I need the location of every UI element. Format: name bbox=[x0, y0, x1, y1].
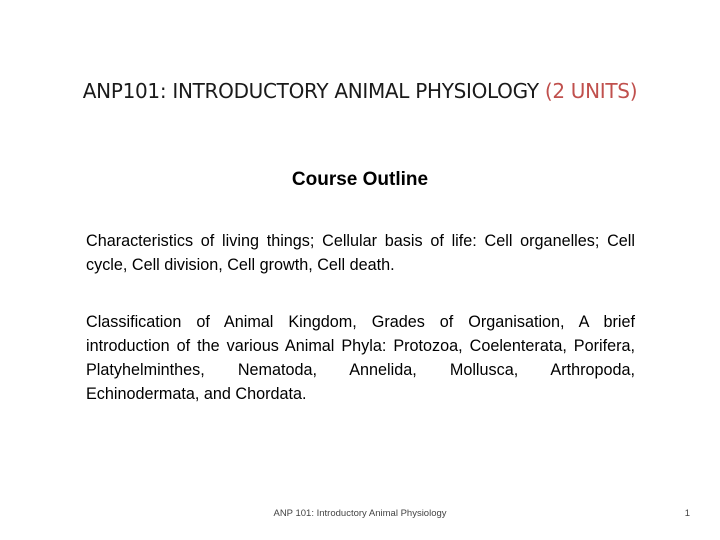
slide-title bbox=[60, 78, 660, 105]
slide-footer: ANP 101: Introductory Animal Physiology bbox=[273, 508, 447, 519]
slide-subtitle: Course Outline bbox=[291, 169, 429, 190]
outline-paragraph-2: Classification of Animal Kingdom, Grades of Organisation, A brief introduction of the various Animal Phyla: Protozoa, Coelenterata, Porifera, Platyhelminthes, Nematoda, Annelida, Mollusca, Arthropoda, Echinodermata, and Chordata. bbox=[86, 313, 635, 403]
slide-page-number: 1 bbox=[684, 508, 690, 519]
outline-paragraph-1: Characteristics of living things; Cellular basis of life: Cell organelles; Cell cycle, Cell division, Cell growth, Cell death. bbox=[86, 232, 635, 274]
slide-title-units: (2 UNITS) bbox=[544, 79, 638, 103]
slide-title-main: ANP101: INTRODUCTORY ANIMAL PHYSIOLOGY bbox=[82, 79, 545, 103]
